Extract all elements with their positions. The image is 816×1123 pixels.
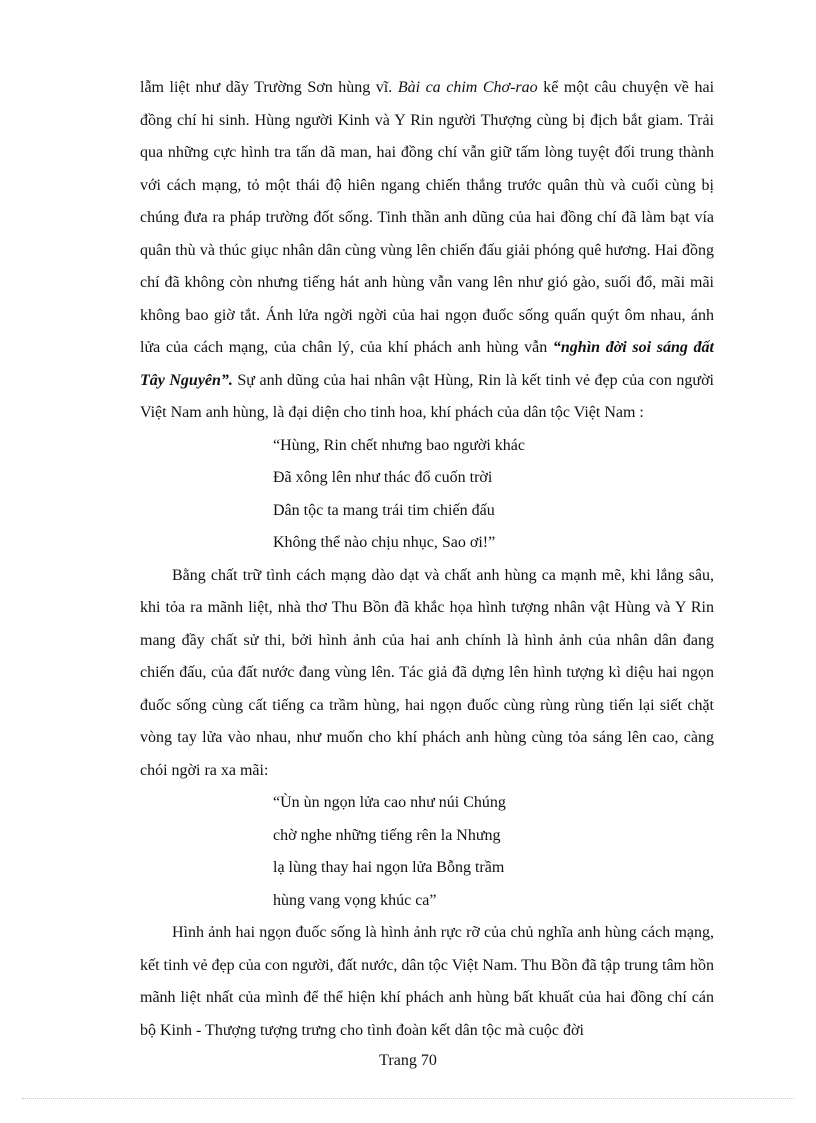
verse-line: Dân tộc ta mang trái tim chiến đấu xyxy=(273,501,495,519)
paragraph-2: Bằng chất trữ tình cách mạng dào dạt và chất anh hùng ca mạnh mẽ, khi lắng sâu, khi tỏa ra mãnh liệt, nhà thơ Thu Bồn đã khắc họa hình tượng nhân vật Hùng và Y Rin mang đầy chất sử thi, bởi hình ảnh của hai anh chính là hình ảnh của nhân dân đang chiến đấu, của đất nước đang vùng lên. Tác giả đã dựng lên hình tượng kì diệu hai ngọn đuốc sống cùng cất tiếng ca trầm hùng, hai ngọn đuốc cùng rùng rùng tiến lại siết chặt vòng tay lửa vào nhau, như muốn cho khí phách anh hùng cùng tỏa sáng lên cao, càng chói ngời ra xa mãi: xyxy=(140,566,714,779)
poem-title: Bài ca chim Chơ-rao xyxy=(397,79,538,96)
verse-block-1 xyxy=(140,430,714,560)
verse-line: “Ùn ùn ngọn lửa cao như núi Chúng xyxy=(273,794,506,811)
page-body xyxy=(140,72,714,1047)
page-number: Trang 70 xyxy=(379,1052,437,1069)
verse-block-2 xyxy=(140,787,714,917)
inline-quote: “nghìn đời soi sáng đất Tây Nguyên”. xyxy=(140,339,714,389)
paragraph-1-text-a: lẫm liệt như dãy Trường Sơn hùng vĩ. xyxy=(140,79,398,96)
verse-line: hùng vang vọng khúc ca” xyxy=(273,891,437,909)
verse-line: Không thể nào chịu nhục, Sao ơi!” xyxy=(273,534,496,551)
verse-line: chờ nghe những tiếng rên la Nhưng xyxy=(273,826,501,844)
verse-line: lạ lùng thay hai ngọn lửa Bỗng trầm xyxy=(273,859,505,876)
paragraph-1 xyxy=(140,72,714,430)
page-bottom-divider xyxy=(22,1098,794,1099)
verse-line: Đã xông lên như thác đổ cuốn trời xyxy=(273,469,493,486)
paragraph-1-text-c: Sự anh dũng của hai nhân vật Hùng, Rin là kết tinh vẻ đẹp của con người Việt Nam anh hùng, là đại diện cho tinh hoa, khí phách của dân tộc Việt Nam : xyxy=(140,371,714,421)
paragraph-1-text-b: kể một câu chuyện về hai đồng chí hi sinh. Hùng người Kinh và Y Rin người Thượng cùng bị địch bắt giam. Trải qua những cực hình tra tấn dã man, hai đồng chí vẫn giữ tấm lòng tuyệt đối trung thành với cách mạng, tỏ một thái độ hiên ngang chiến thắng trước quân thù và cuối cùng bị chúng đưa ra pháp trường đốt sống. Tinh thần anh dũng của hai đồng chí đã làm bạt vía quân thù và thúc giục nhân dân cùng vùng lên chiến đấu giải phóng quê hương. Hai đồng chí đã không còn nhưng tiếng hát anh hùng vẫn vang lên như gió gào, suối đổ, mãi mãi không bao giờ tắt. Ánh lửa ngời ngời của hai ngọn đuốc sống quấn quýt ôm nhau, ánh lửa của cách mạng, của chân lý, của khí phách anh hùng vẫn xyxy=(140,79,715,356)
paragraph-3: Hình ảnh hai ngọn đuốc sống là hình ảnh rực rỡ của chủ nghĩa anh hùng cách mạng, kết tinh vẻ đẹp của con người, đất nước, dân tộc Việt Nam. Thu Bồn đã tập trung tâm hồn mãnh liệt nhất của mình để thể hiện khí phách anh hùng bất khuất của hai đồng chí cán bộ Kinh - Thượng tượng trưng cho tình đoàn kết dân tộc mà cuộc đời xyxy=(140,924,714,1039)
verse-line: “Hùng, Rin chết nhưng bao người khác xyxy=(273,436,525,454)
